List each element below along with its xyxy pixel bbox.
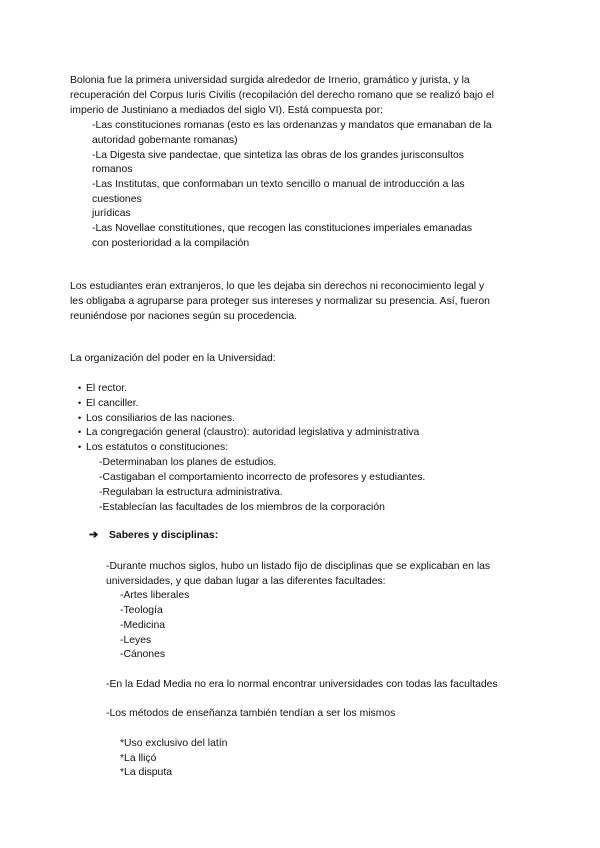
statute-item: -Castigaban el comportamiento incorrecto de profesores y estudiantes. bbox=[99, 472, 426, 483]
middle-ages-line: -En la Edad Media no era lo normal encontrar universidades con todas las facultades bbox=[106, 679, 498, 690]
intro-item: cuestiones bbox=[92, 194, 142, 205]
bullet-icon: • bbox=[78, 383, 82, 393]
students-line: les obligaba a agruparse para proteger sus intereses y normalizar su presencia. Así, fueron bbox=[70, 296, 490, 307]
intro-item: jurídicas bbox=[92, 208, 131, 219]
intro-line: imperio de Justiniano a mediados del siglo VI). Está compuesta por: bbox=[70, 105, 384, 116]
arrow-icon: ➔ bbox=[89, 529, 99, 541]
power-bullet: El rector. bbox=[86, 383, 127, 394]
power-bullet: Los consiliarios de las naciones. bbox=[86, 413, 236, 424]
method-item: *La disputa bbox=[120, 767, 172, 778]
bullet-icon: • bbox=[78, 413, 82, 423]
students-line: Los estudiantes eran extranjeros, lo que les dejaba sin derechos ni reconocimiento legal y bbox=[70, 281, 485, 292]
methods-line: -Los métodos de enseñanza también tendían a ser los mismos bbox=[106, 708, 396, 719]
power-bullet: Los estatutos o constituciones: bbox=[86, 442, 229, 453]
method-item: *Uso exclusivo del latín bbox=[120, 738, 228, 749]
intro-line: Bolonia fue la primera universidad surgida alrededor de Irnerio, gramático y jurista, y la bbox=[70, 75, 470, 86]
faculty-item: -Cánones bbox=[120, 649, 166, 660]
knowledge-intro-line: -Durante muchos siglos, hubo un listado fijo de disciplinas que se explicaban en las bbox=[106, 561, 491, 572]
intro-line: recuperación del Corpus Iuris Civilis (recopilación del derecho romano que se realizó bajo el bbox=[70, 90, 494, 101]
faculty-item: -Artes liberales bbox=[120, 590, 190, 601]
statute-item: -Regulaban la estructura administrativa. bbox=[99, 487, 283, 498]
faculty-item: -Medicina bbox=[120, 620, 166, 631]
knowledge-intro-line: universidades, y que daban lugar a las diferentes facultades: bbox=[106, 576, 386, 587]
method-item: *La lliçó bbox=[120, 753, 157, 764]
students-line: reuniéndose por naciones según su procedencia. bbox=[70, 311, 298, 322]
intro-item: -Las constituciones romanas (esto es las ordenanzas y mandatos que emanaban de la bbox=[92, 120, 492, 131]
intro-item: con posterioridad a la compilación bbox=[92, 238, 250, 249]
bullet-icon: • bbox=[78, 427, 82, 437]
intro-item: -Las Institutas, que conformaban un texto sencillo o manual de introducción a las bbox=[92, 179, 465, 190]
statute-item: -Establecían las facultades de los miembros de la corporación bbox=[99, 502, 385, 513]
statute-item: -Determinaban los planes de estudios. bbox=[99, 457, 277, 468]
intro-item: -Las Novellae constitutiones, que recogen las constituciones imperiales emanadas bbox=[92, 223, 473, 234]
power-heading: La organización del poder en la Universidad: bbox=[70, 353, 276, 364]
bullet-icon: • bbox=[78, 398, 82, 408]
power-bullet: El canciller. bbox=[86, 398, 139, 409]
power-bullet: La congregación general (claustro): autoridad legislativa y administrativa bbox=[86, 427, 420, 438]
intro-item: autoridad gobernante romanas) bbox=[92, 135, 238, 146]
faculty-item: -Leyes bbox=[120, 635, 152, 646]
intro-item: -La Digesta sive pandectae, que sintetiza las obras de los grandes jurisconsultos bbox=[92, 150, 464, 161]
faculty-item: -Teología bbox=[120, 605, 163, 616]
knowledge-heading: Saberes y disciplinas: bbox=[109, 530, 219, 541]
bullet-icon: • bbox=[78, 442, 82, 452]
intro-item: romanos bbox=[92, 164, 133, 175]
